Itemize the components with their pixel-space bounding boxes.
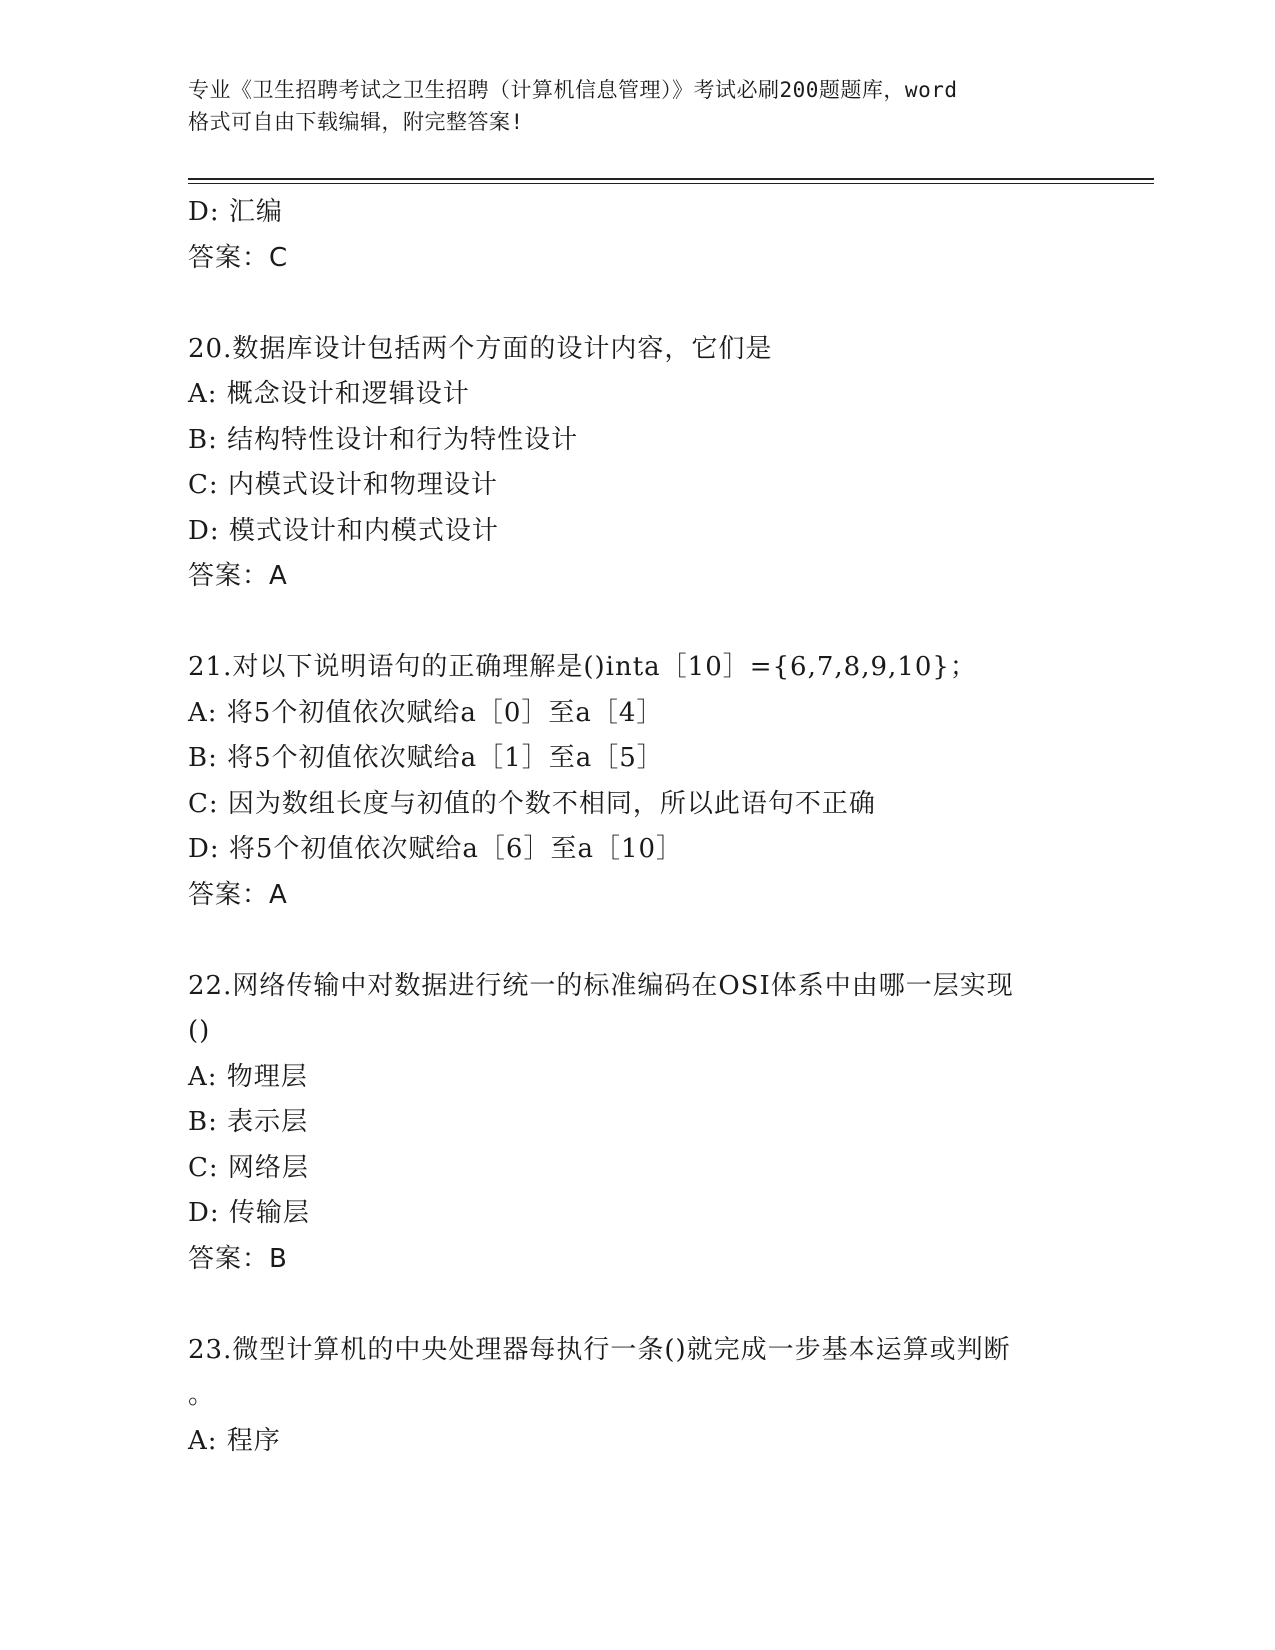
header-rule-thin (188, 183, 1154, 184)
option-d: D: 模式设计和内模式设计 (188, 515, 499, 546)
option-b: B: 结构特性设计和行为特性设计 (188, 424, 579, 455)
page-header (188, 74, 1088, 138)
option-d: D: 汇编 (188, 197, 283, 227)
spacer (188, 1282, 1088, 1328)
answer-label: 答案：A (188, 879, 288, 910)
answer-label: 答案：B (188, 1243, 288, 1274)
question-stem-line-1: 22.网络传输中对数据进行统一的标准编码在OSI体系中由哪一层实现 (188, 970, 1014, 1001)
option-c: C: 网络层 (188, 1152, 309, 1183)
question-23 (188, 1328, 1088, 1465)
option-d: D: 将5个初值依次赋给a［6］至a［10］ (188, 834, 684, 864)
question-stem-line-1: 23.微型计算机的中央处理器每执行一条()就完成一步基本运算或判断 (188, 1334, 1011, 1365)
question-21 (188, 645, 1088, 918)
answer-label: 答案：A (188, 561, 288, 591)
header-rule-thick (188, 178, 1154, 180)
option-a: A: 概念设计和逻辑设计 (188, 379, 470, 409)
question-20 (188, 327, 1088, 600)
spacer (188, 600, 1088, 646)
option-b: B: 表示层 (188, 1107, 309, 1137)
option-a: A: 程序 (188, 1425, 281, 1456)
question-stem-line-2: 。 (188, 1380, 216, 1410)
question-stem-line-2: () (188, 1016, 211, 1046)
spacer (188, 918, 1088, 964)
option-d: D: 传输层 (188, 1198, 310, 1228)
option-c: C: 因为数组长度与初值的个数不相同，所以此语句不正确 (188, 788, 876, 819)
header-line-2: 格式可自由下载编辑，附完整答案! (188, 110, 524, 134)
question-stem: 21.对以下说明语句的正确理解是()inta［10］={6,7,8,9,10}； (188, 652, 977, 682)
answer-label: 答案：C (188, 242, 289, 273)
option-c: C: 内模式设计和物理设计 (188, 470, 498, 500)
spacer (188, 281, 1088, 327)
header-line-1: 专业《卫生招聘考试之卫生招聘（计算机信息管理）》考试必刷200题题库，word (188, 78, 958, 102)
option-a: A: 将5个初值依次赋给a［0］至a［4］ (188, 697, 664, 728)
question-stem: 20.数据库设计包括两个方面的设计内容，它们是 (188, 333, 773, 364)
option-a: A: 物理层 (188, 1061, 308, 1092)
question-list (188, 190, 1088, 1464)
question-22 (188, 964, 1088, 1283)
question-19-tail (188, 190, 1088, 281)
option-b: B: 将5个初值依次赋给a［1］至a［5］ (188, 743, 664, 773)
